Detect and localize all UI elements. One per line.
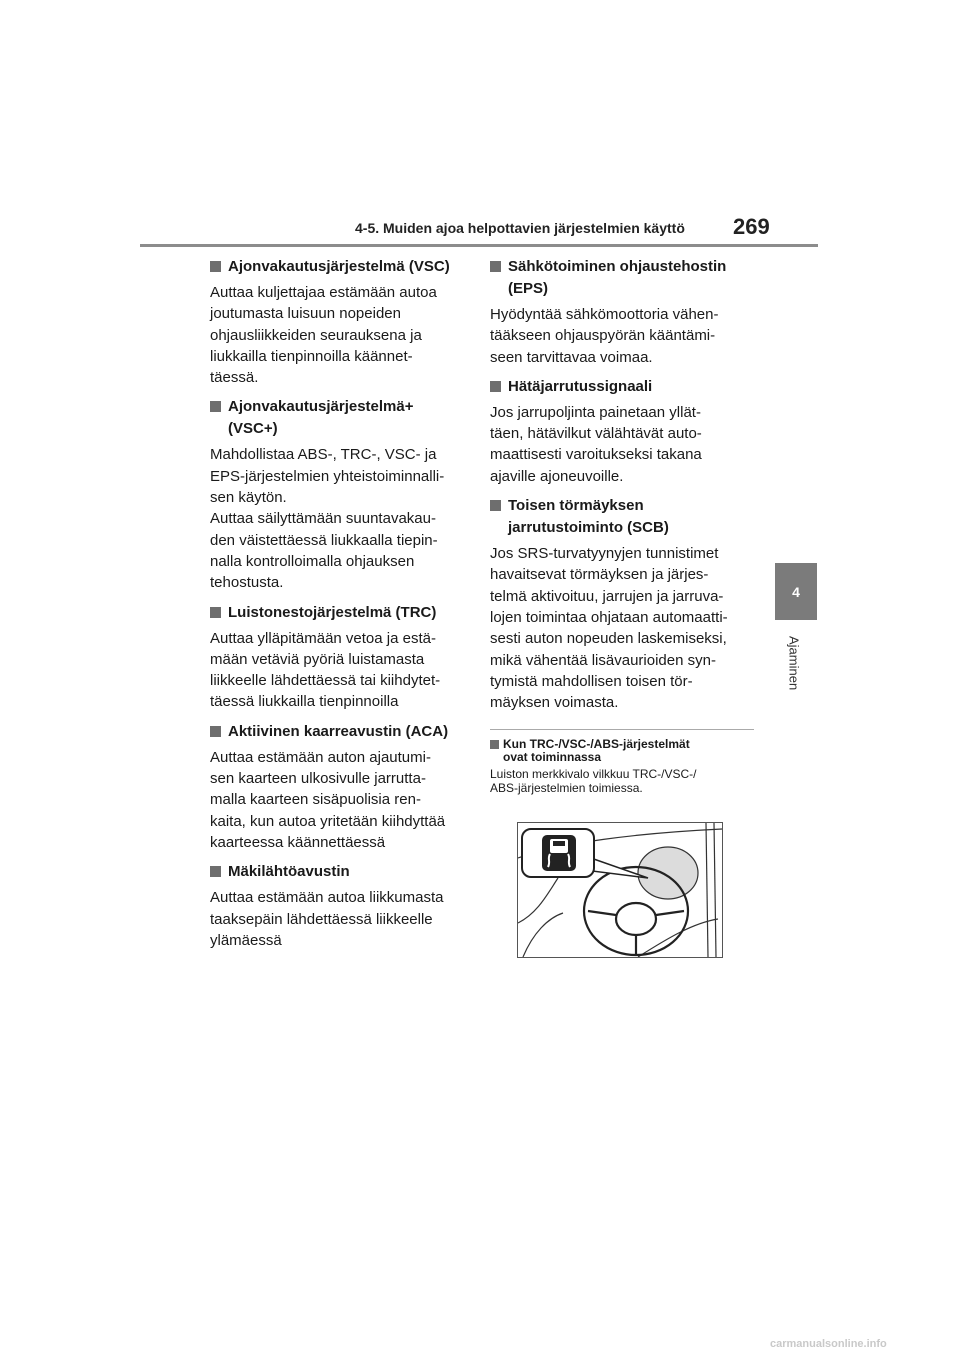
bullet-square-icon <box>210 261 221 272</box>
section-vsc <box>210 256 466 388</box>
instrument-cluster <box>638 847 698 899</box>
section-text: Mahdollistaa ABS-, TRC-, VSC- ja EPS-järjestelmien yhteistoiminnalli- sen käytön. Auttaa säilyttämään suuntavakau- den väistettäessä liukkaalla tiepin- nalla kontrolloimalla ohjauksen tehostusta. <box>210 446 445 592</box>
note-text: Luiston merkkivalo vilkkuu TRC-/VSC-/ ABS-järjestelmien toimiessa. <box>490 767 697 795</box>
bullet-square-icon <box>210 401 221 412</box>
bullet-square-icon <box>490 740 499 749</box>
section-text: Auttaa estämään autoa liikkumasta taaksepäin lähdettäessä liikkeelle ylämäessä <box>210 889 444 949</box>
chapter-tab[interactable] <box>775 563 817 620</box>
section-heading: Ajonvakautusjärjestelmä (VSC) <box>210 256 466 278</box>
section-heading: Aktiivinen kaarreavustin (ACA) <box>210 721 466 743</box>
section-text: Auttaa estämään auton ajautumi- sen kaarteen ulkosivulle jarrutta- malla kaarteen sisäpuolisia ren- kaita, kun autoa yritetään kiihdyttää kaarteessa käännettäessä <box>210 748 446 851</box>
watermark: carmanualsonline.info <box>770 1338 887 1350</box>
section-aca <box>210 721 466 853</box>
bullet-square-icon <box>210 607 221 618</box>
bullet-square-icon <box>490 261 501 272</box>
section-trc <box>210 602 466 713</box>
dashboard-drawing <box>518 823 722 957</box>
section-text: Hyödyntää sähkömoottoria vähen- tääkseen ohjauspyörän kääntämi- seen tarvittavaa voimaa. <box>490 306 719 366</box>
section-text: Auttaa kuljettajaa estämään autoa joutumasta luisuun nopeiden ohjausliikkeiden seurauksena ja liukkailla tienpinnoilla käännet- täessä. <box>210 284 437 387</box>
section-text: Jos SRS-turvatyynyjen tunnistimet havaitsevat törmäyksen ja järjes- telmä aktivoituu, jarrujen ja jarruva- lojen toimintaa ohjataan automaatti- sesti auton nopeuden laskemiseksi, mikä vähentää lisävaurioiden syn- tymistä mahdollisen toisen tör- mäyksen voimasta. <box>490 545 728 712</box>
section-heading: Sähkötoiminen ohjaustehostin (EPS) <box>490 256 754 300</box>
bullet-square-icon <box>490 381 501 392</box>
bullet-square-icon <box>490 500 501 511</box>
section-vsc-plus <box>210 396 466 593</box>
note-divider <box>490 729 754 730</box>
section-heading: Ajonvakautusjärjestelmä+ (VSC+) <box>210 396 466 440</box>
section-heading: Mäkilähtöavustin <box>210 861 466 883</box>
bullet-square-icon <box>210 866 221 877</box>
section-text: Auttaa ylläpitämään vetoa ja estä- mään vetäviä pyöriä luistamasta liikkeelle lähdettäessä tai kiihdytet- täessä liukkailla tienpinnoilla <box>210 629 441 711</box>
left-column <box>210 256 466 959</box>
section-heading: Luistonestojärjestelmä (TRC) <box>210 602 466 624</box>
section-scb <box>490 495 754 713</box>
section-text: Jos jarrupoljinta painetaan yllät- täen, hätävilkut välähtävät auto- maattisesti varoitukseksi takana ajaville ajoneuvoille. <box>490 403 702 485</box>
chapter-label: Ajaminen <box>786 635 802 691</box>
section-hill-start <box>210 861 466 951</box>
right-column <box>490 256 754 795</box>
dashboard-illustration <box>517 822 723 958</box>
header-divider <box>140 244 818 247</box>
section-heading: Toisen törmäyksen jarrutustoiminto (SCB) <box>490 495 754 539</box>
page-section-title: 4-5. Muiden ajoa helpottavien järjestelmien käyttö <box>355 220 685 236</box>
chapter-number: 4 <box>792 583 800 600</box>
skid-indicator-icon <box>542 835 576 871</box>
section-emergency-brake-signal <box>490 376 754 487</box>
section-eps <box>490 256 754 368</box>
bullet-square-icon <box>210 726 221 737</box>
steering-wheel <box>584 867 688 955</box>
note-heading: Kun TRC-/VSC-/ABS-järjestelmät ovat toiminnassa <box>490 738 754 764</box>
page-number: 269 <box>733 214 770 239</box>
section-heading: Hätäjarrutussignaali <box>490 376 754 398</box>
